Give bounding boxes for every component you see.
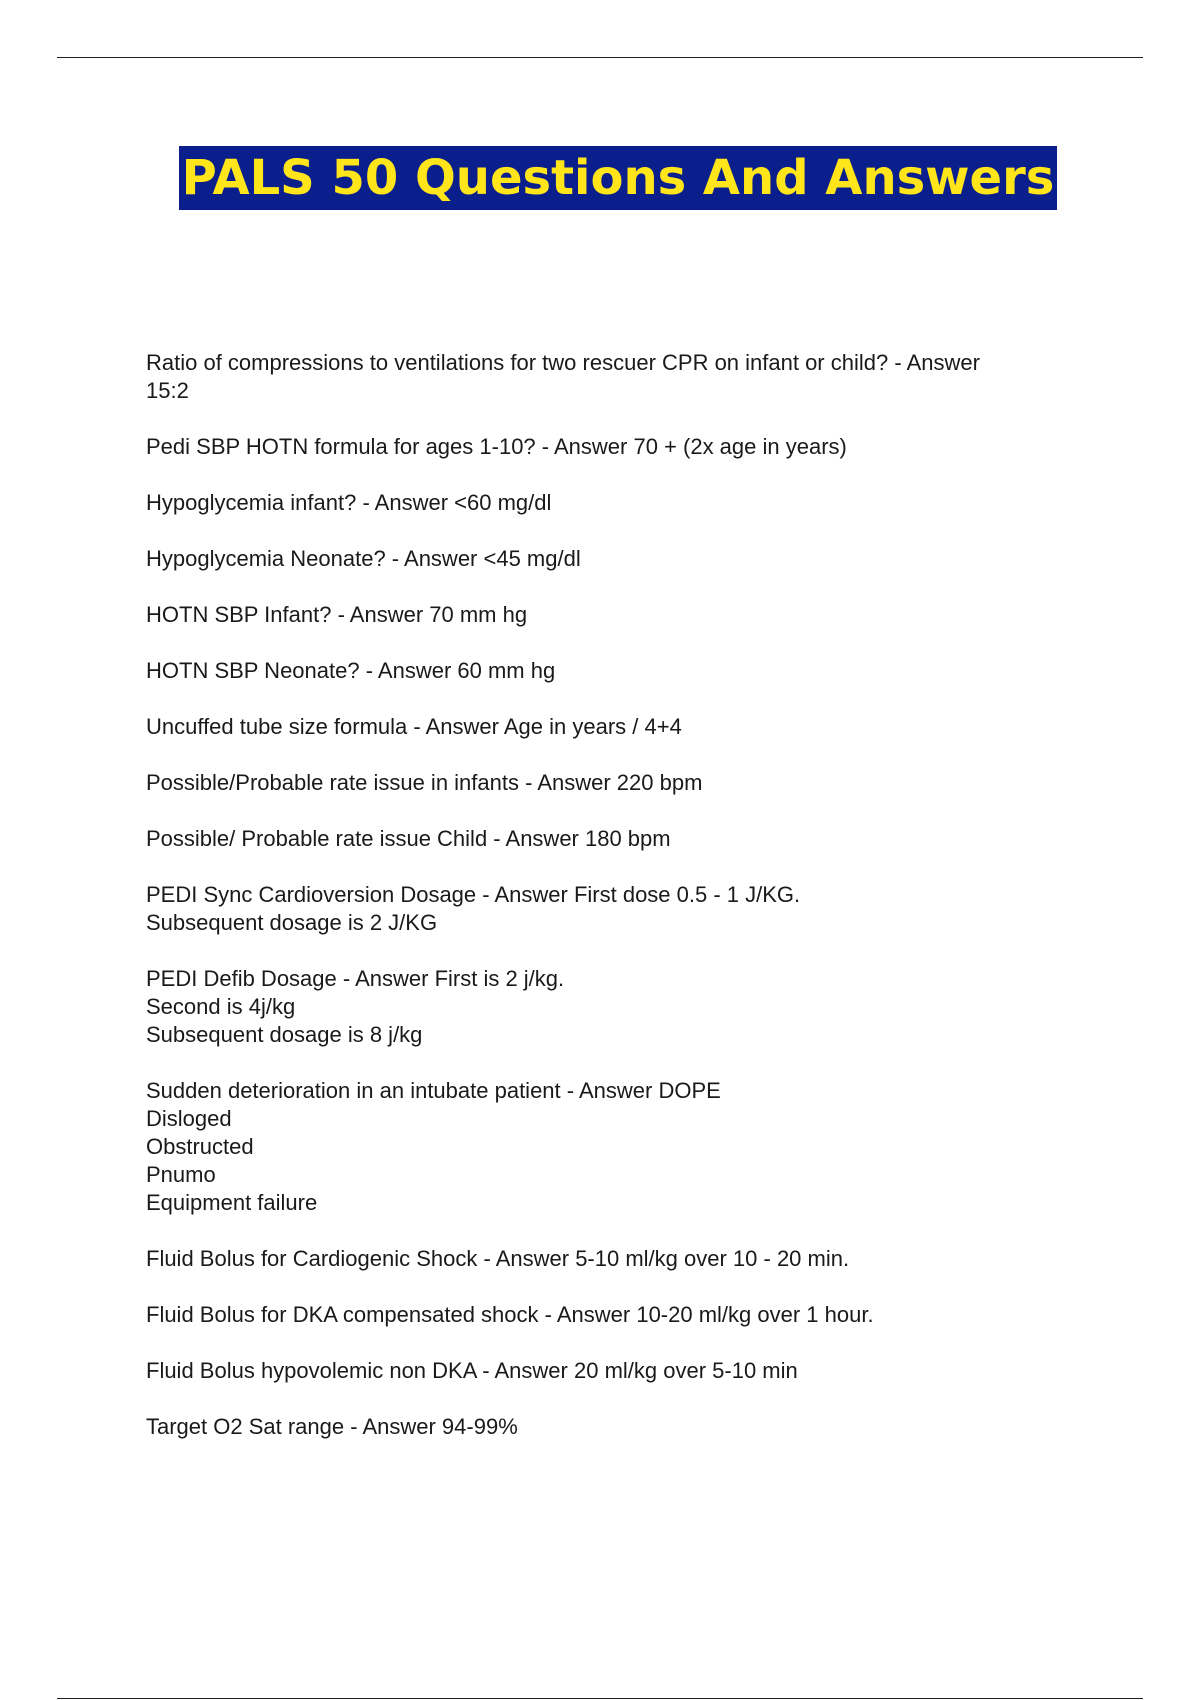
qa-line: Equipment failure [146, 1190, 318, 1215]
qa-line: Fluid Bolus hypovolemic non DKA - Answer 20 ml/kg over 5-10 min [146, 1358, 798, 1383]
qa-line: PEDI Sync Cardioversion Dosage - Answer First dose 0.5 - 1 J/KG. [146, 882, 801, 907]
qa-item [146, 1245, 1076, 1273]
qa-item [146, 825, 1076, 853]
qa-line: 15:2 [146, 378, 189, 403]
title-banner [0, 146, 1200, 210]
qa-item [146, 769, 1076, 797]
qa-item [146, 1413, 1076, 1441]
qa-item [146, 433, 1076, 461]
qa-line: PEDI Defib Dosage - Answer First is 2 j/kg. [146, 966, 565, 991]
qa-item [146, 713, 1076, 741]
qa-line: Possible/Probable rate issue in infants - Answer 220 bpm [146, 770, 703, 795]
footer-divider [57, 1698, 1143, 1699]
qa-line: Possible/ Probable rate issue Child - Answer 180 bpm [146, 826, 671, 851]
header-divider [57, 57, 1143, 58]
qa-line: Ratio of compressions to ventilations for two rescuer CPR on infant or child? - Answer [146, 350, 980, 375]
qa-line: Hypoglycemia Neonate? - Answer <45 mg/dl [146, 546, 581, 571]
qa-line: Fluid Bolus for DKA compensated shock - Answer 10-20 ml/kg over 1 hour. [146, 1302, 874, 1327]
qa-line: Sudden deterioration in an intubate patient - Answer DOPE [146, 1078, 721, 1103]
qa-line: Second is 4j/kg [146, 994, 296, 1019]
qa-item [146, 349, 1076, 405]
qa-line: Disloged [146, 1106, 232, 1131]
qa-item [146, 965, 1076, 1049]
qa-line: Subsequent dosage is 2 J/KG [146, 910, 438, 935]
qa-list [146, 349, 1076, 1469]
qa-line: Uncuffed tube size formula - Answer Age in years / 4+4 [146, 714, 682, 739]
qa-line: Obstructed [146, 1134, 254, 1159]
qa-item [146, 1301, 1076, 1329]
qa-item [146, 601, 1076, 629]
qa-item [146, 1077, 1076, 1217]
qa-line: Hypoglycemia infant? - Answer <60 mg/dl [146, 490, 552, 515]
qa-line: Target O2 Sat range - Answer 94-99% [146, 1414, 518, 1439]
qa-item [146, 1357, 1076, 1385]
qa-item [146, 881, 1076, 937]
qa-line: Pnumo [146, 1162, 216, 1187]
qa-line: HOTN SBP Infant? - Answer 70 mm hg [146, 602, 528, 627]
qa-line: Pedi SBP HOTN formula for ages 1-10? - Answer 70 + (2x age in years) [146, 434, 847, 459]
qa-item [146, 657, 1076, 685]
qa-line: HOTN SBP Neonate? - Answer 60 mm hg [146, 658, 556, 683]
qa-item [146, 545, 1076, 573]
document-title: PALS 50 Questions And Answers [179, 146, 1058, 210]
qa-item [146, 489, 1076, 517]
qa-line: Fluid Bolus for Cardiogenic Shock - Answer 5-10 ml/kg over 10 - 20 min. [146, 1246, 850, 1271]
qa-line: Subsequent dosage is 8 j/kg [146, 1022, 423, 1047]
